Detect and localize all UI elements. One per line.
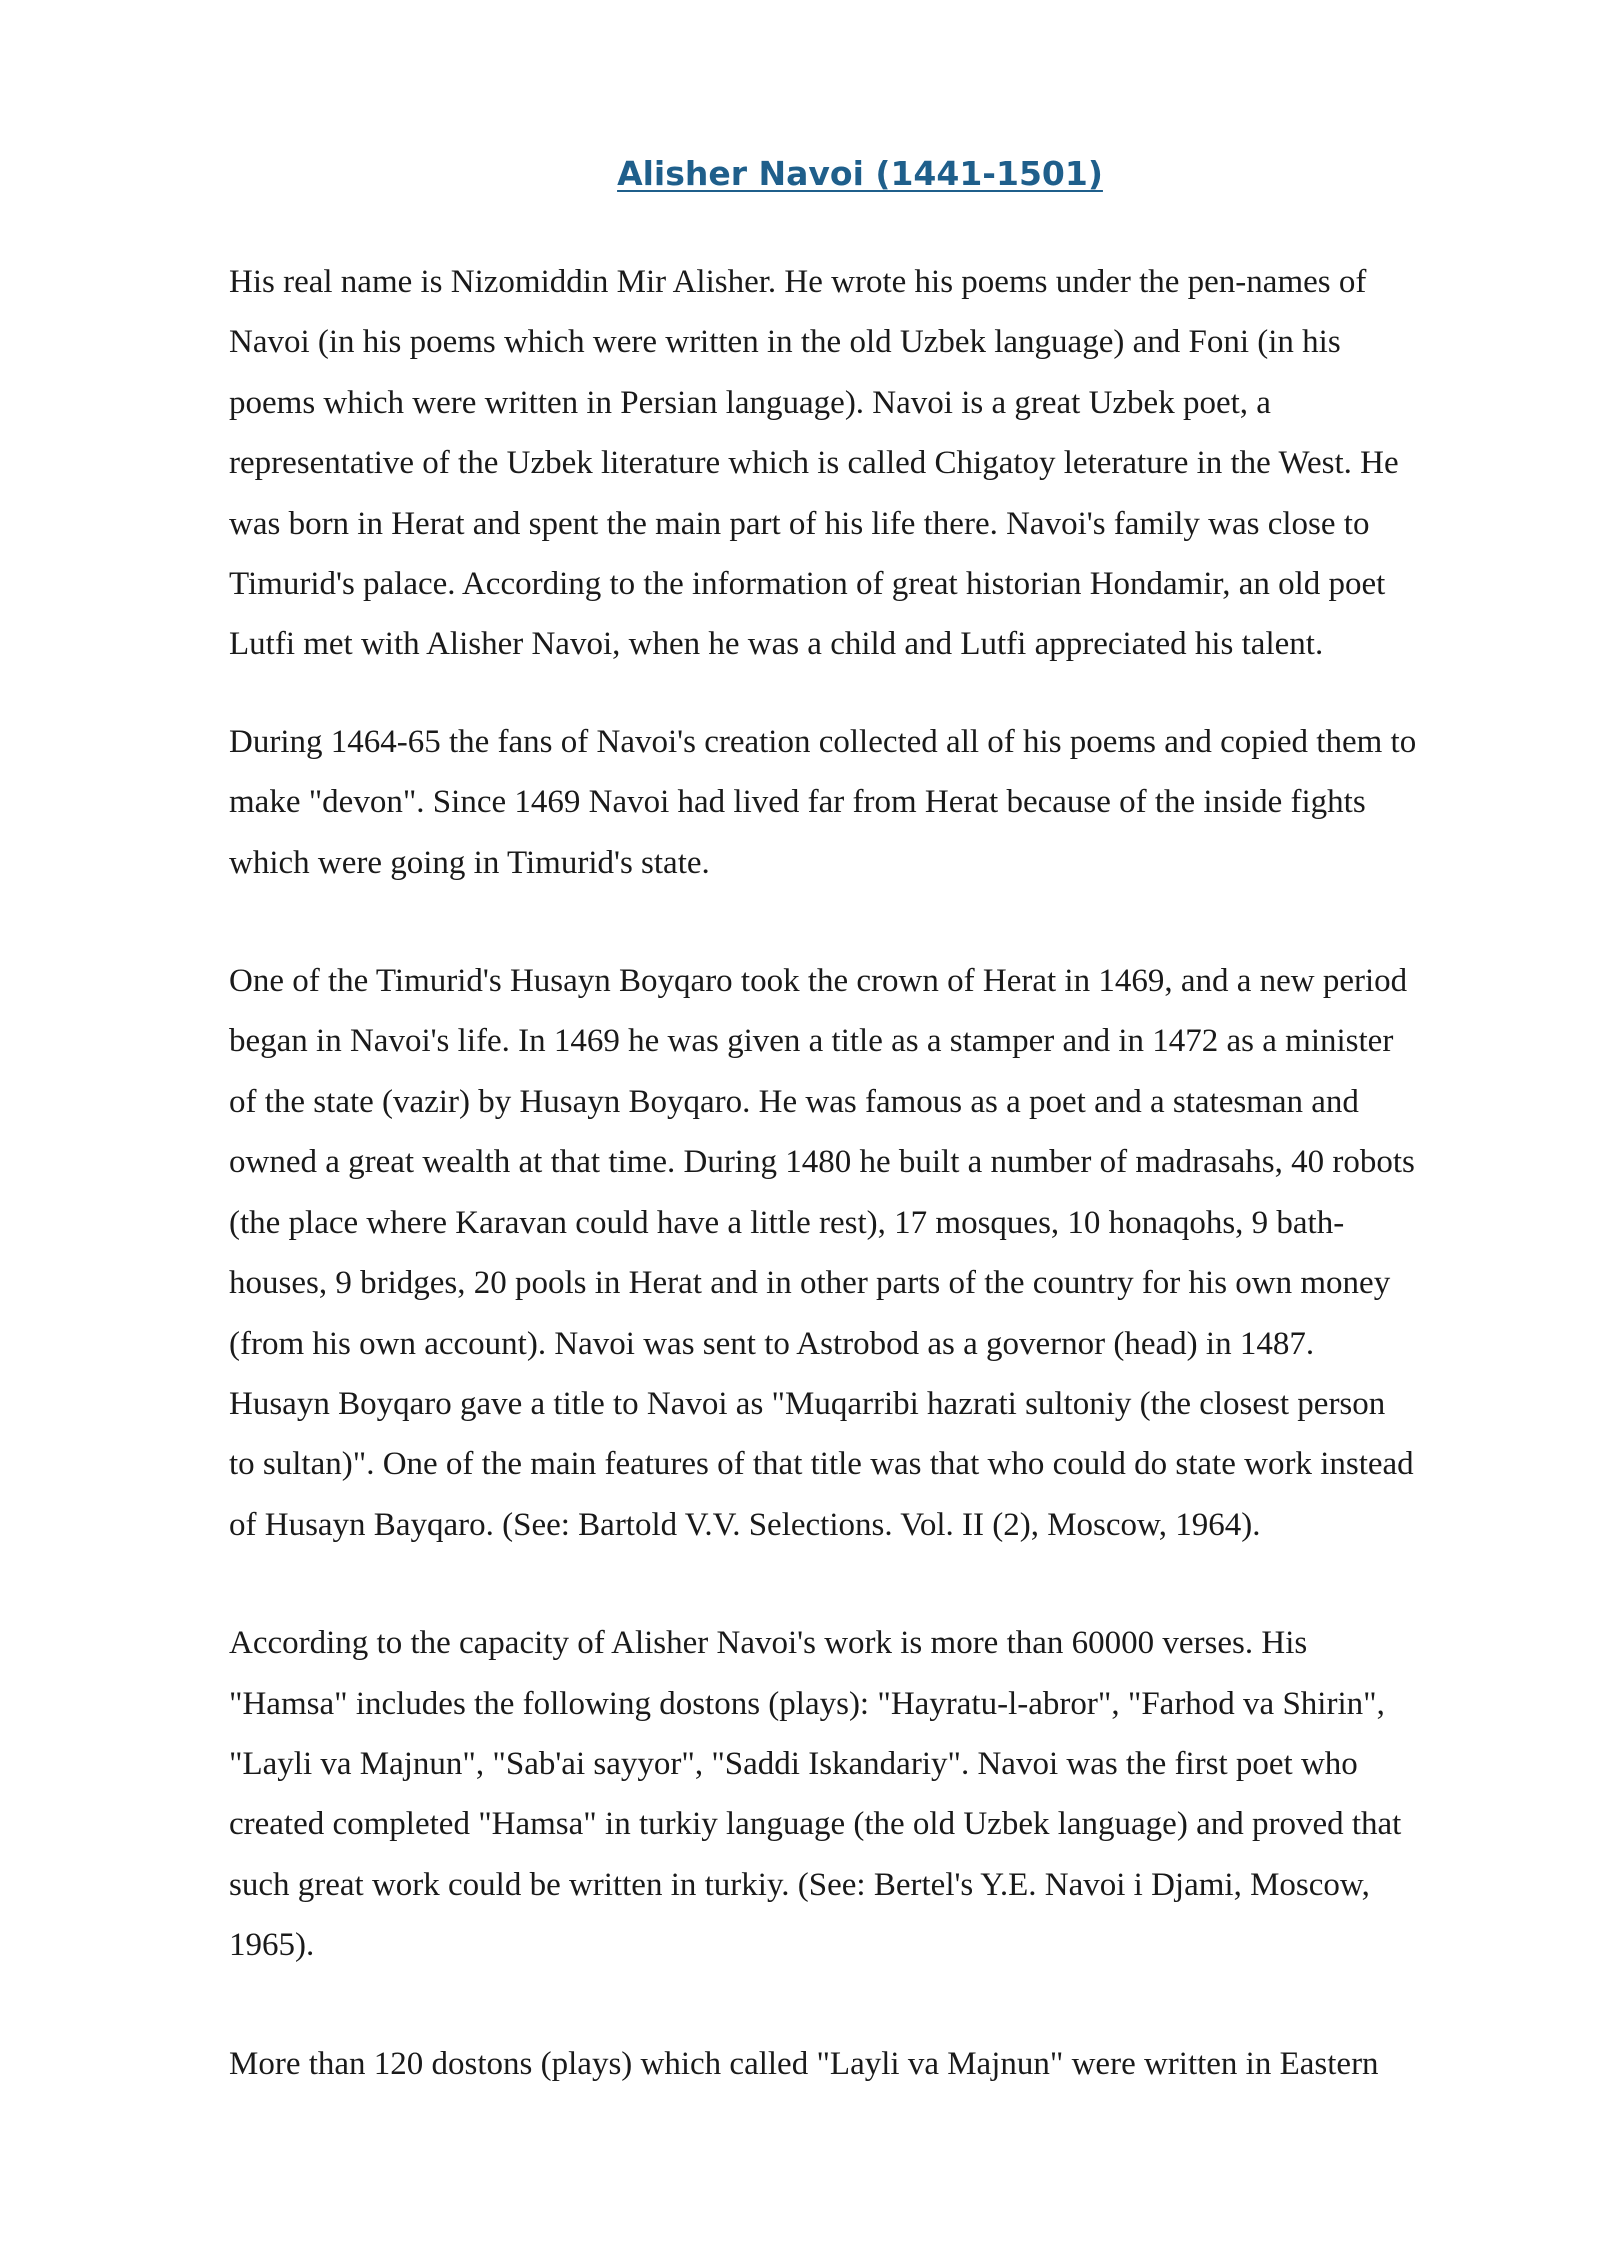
paragraph-line: One of the Timurid's Husayn Boyqaro took the crown of Herat in 1469, and a new period xyxy=(229,963,1408,1000)
paragraph-line: owned a great wealth at that time. During 1480 he built a number of madrasahs, 40 robots xyxy=(229,1144,1415,1181)
paragraph-line: Husayn Boyqaro gave a title to Navoi as "Muqarribi hazrati sultoniy (the closest person xyxy=(229,1385,1386,1422)
paragraph-line: representative of the Uzbek literature which is called Chigatoy leterature in the West. He xyxy=(229,445,1399,482)
paragraph-line: began in Navoi's life. In 1469 he was given a title as a stamper and in 1472 as a minister xyxy=(229,1023,1394,1060)
paragraph-line: Lutfi met with Alisher Navoi, when he was a child and Lutfi appreciated his talent. xyxy=(229,626,1324,663)
paragraph-line: During 1464-65 the fans of Navoi's creation collected all of his poems and copied them to xyxy=(229,723,1417,760)
paragraph-line: Timurid's palace. According to the information of great historian Hondamir, an old poet xyxy=(229,566,1386,603)
paragraph-gap xyxy=(229,1555,1509,1613)
paragraph-line: was born in Herat and spent the main part of his life there. Navoi's family was close to xyxy=(229,505,1370,542)
paragraph-5 xyxy=(229,2034,1509,2094)
paragraph-4 xyxy=(229,1613,1509,1975)
paragraph-line: (from his own account). Navoi was sent to Astrobod as a governor (head) in 1487. xyxy=(229,1325,1315,1362)
paragraph-line: "Hamsa" includes the following dostons (plays): "Hayratu-l-abror", "Farhod va Shirin", xyxy=(229,1685,1385,1722)
paragraph-line: (the place where Karavan could have a little rest), 17 mosques, 10 honaqohs, 9 bath- xyxy=(229,1204,1345,1241)
paragraph-line: More than 120 dostons (plays) which called "Layli va Majnun" were written in Eastern xyxy=(229,2045,1379,2082)
paragraph-line: which were going in Timurid's state. xyxy=(229,844,710,881)
paragraph-2 xyxy=(229,712,1509,893)
paragraph-3 xyxy=(229,951,1509,1555)
document-body xyxy=(229,252,1509,2094)
paragraph-1 xyxy=(229,252,1509,675)
paragraph-line: created completed "Hamsa" in turkiy language (the old Uzbek language) and proved that xyxy=(229,1806,1402,1843)
paragraph-gap xyxy=(229,893,1509,951)
paragraph-line: of Husayn Bayqaro. (See: Bartold V.V. Selections. Vol. II (2), Moscow, 1964). xyxy=(229,1506,1261,1543)
paragraph-line: According to the capacity of Alisher Navoi's work is more than 60000 verses. His xyxy=(229,1625,1308,1662)
paragraph-line: houses, 9 bridges, 20 pools in Herat and in other parts of the country for his own money xyxy=(229,1265,1391,1302)
paragraph-line: such great work could be written in turkiy. (See: Bertel's Y.E. Navoi i Djami, Moscow, xyxy=(229,1866,1370,1903)
paragraph-line: His real name is Nizomiddin Mir Alisher. He wrote his poems under the pen-names of xyxy=(229,264,1367,300)
document-title: Alisher Navoi (1441-1501) xyxy=(617,154,1103,193)
paragraph-line: poems which were written in Persian language). Navoi is a great Uzbek poet, a xyxy=(229,384,1271,421)
paragraph-line: to sultan)". One of the main features of that title was that who could do state work instead xyxy=(229,1446,1414,1483)
paragraph-line: of the state (vazir) by Husayn Boyqaro. He was famous as a poet and a statesman and xyxy=(229,1083,1359,1120)
paragraph-line: make "devon". Since 1469 Navoi had lived far from Herat because of the inside fights xyxy=(229,784,1366,821)
paragraph-line: "Layli va Majnun", "Sab'ai sayyor", "Saddi Iskandariy". Navoi was the first poet who xyxy=(229,1745,1358,1782)
paragraph-gap xyxy=(229,1976,1509,2034)
paragraph-line: 1965). xyxy=(229,1927,315,1964)
paragraph-line: Navoi (in his poems which were written in the old Uzbek language) and Foni (in his xyxy=(229,324,1341,361)
paragraph-gap xyxy=(229,675,1509,712)
